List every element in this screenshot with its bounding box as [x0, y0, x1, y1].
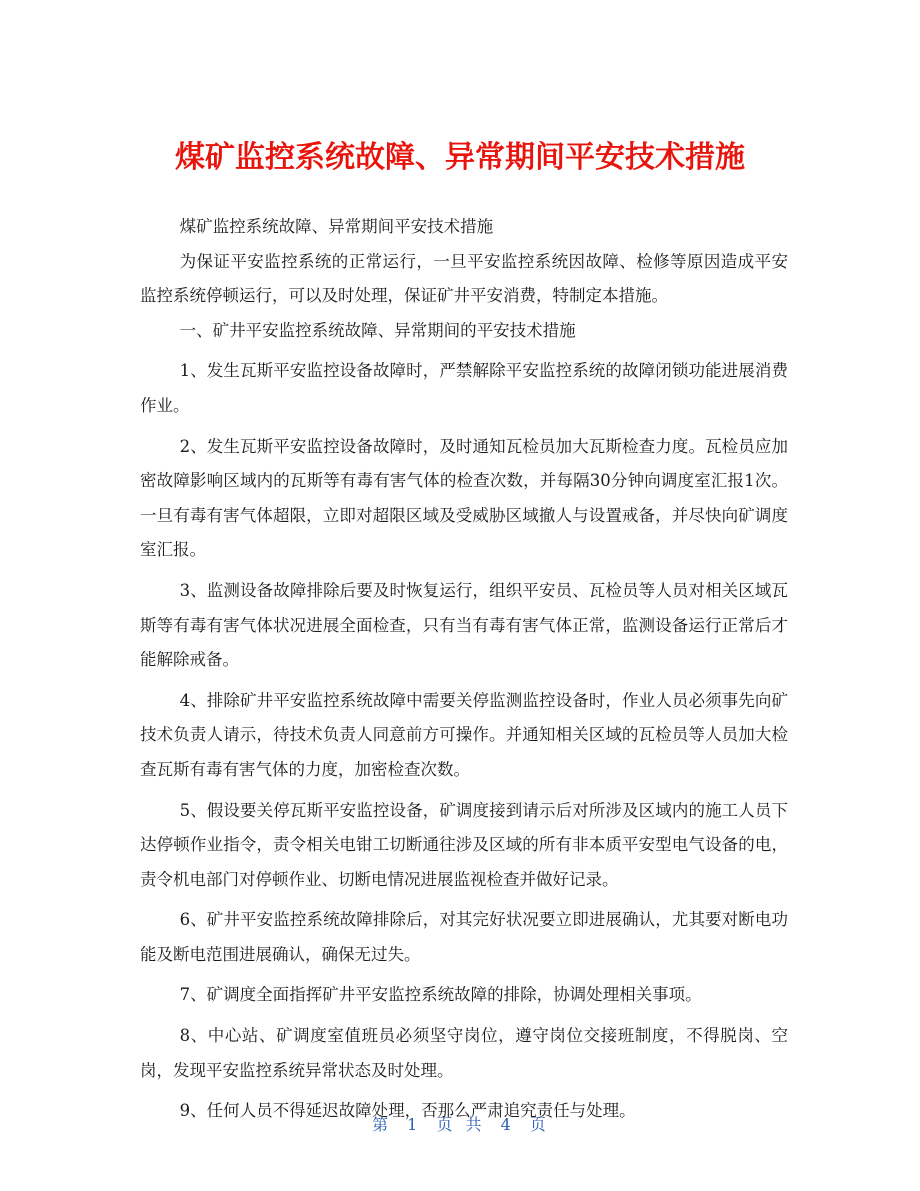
- paragraph-item-4: 4、排除矿井平安监控系统故障中需要关停监测监控设备时，作业人员必须事先向矿技术负责人请示，待技术负责人同意前方可操作。并通知相关区域的瓦检员等人员加大检查瓦斯有毒有害气体的力度，加密检查次数。: [140, 690, 788, 779]
- footer-page-current: 1: [407, 1115, 420, 1134]
- footer-suffix: 页: [529, 1115, 548, 1134]
- paragraph-item-8: 8、中心站、矿调度室值班员必须坚守岗位，遵守岗位交接班制度，不得脱岗、空岗，发现平安监控系统异常状态及时处理。: [140, 1026, 788, 1080]
- paragraph-item-2: 2、发生瓦斯平安监控设备故障时，及时通知瓦检员加大瓦斯检查力度。瓦检员应加密故障影响区域内的瓦斯等有毒有害气体的检查次数，并每隔30分钟向调度室汇报1次。一旦有毒有害气体超限，立即对超限区域及受威胁区域撤人与设置戒备，并尽快向矿调度室汇报。: [140, 436, 788, 560]
- section-heading: 一、矿井平安监控系统故障、异常期间的平安技术措施: [179, 320, 576, 340]
- page-footer: [0, 1112, 920, 1135]
- footer-middle: 页 共: [436, 1115, 484, 1134]
- footer-prefix: 第: [372, 1115, 391, 1134]
- paragraph-subtitle: 煤矿监控系统故障、异常期间平安技术措施: [179, 217, 494, 236]
- document-body: [140, 210, 788, 1129]
- paragraph-intro: 为保证平安监控系统的正常运行，一旦平安监控系统因故障、检修等原因造成平安监控系统停顿运行，可以及时处理，保证矿井平安消费，特制定本措施。: [140, 251, 788, 306]
- paragraph-item-1: 1、发生瓦斯平安监控设备故障时，严禁解除平安监控系统的故障闭锁功能进展消费作业。: [140, 361, 788, 415]
- paragraph-item-7: 7、矿调度全面指挥矿井平安监控系统故障的排除，协调处理相关事项。: [179, 985, 702, 1005]
- paragraph-item-5: 5、假设要关停瓦斯平安监控设备，矿调度接到请示后对所涉及区域内的施工人员下达停顿作业指令，责令相关电钳工切断通往涉及区域的所有非本质平安型电气设备的电，责令机电部门对停顿作业、切断电情况进展监视检查并做好记录。: [140, 800, 788, 889]
- paragraph-item-3: 3、监测设备故障排除后要及时恢复运行，组织平安员、瓦检员等人员对相关区域瓦斯等有毒有害气体状况进展全面检查，只有当有毒有害气体正常，监测设备运行正常后才能解除戒备。: [140, 580, 788, 670]
- paragraph-item-9: 9、任何人员不得延迟故障处理，否那么严肃追究责任与处理。: [179, 1101, 636, 1121]
- paragraph-item-6: 6、矿井平安监控系统故障排除后，对其完好状况要立即进展确认，尤其要对断电功能及断电范围进展确认，确保无过失。: [140, 910, 788, 964]
- document-title: 煤矿监控系统故障、异常期间平安技术措施: [175, 140, 745, 176]
- footer-page-total: 4: [500, 1115, 513, 1134]
